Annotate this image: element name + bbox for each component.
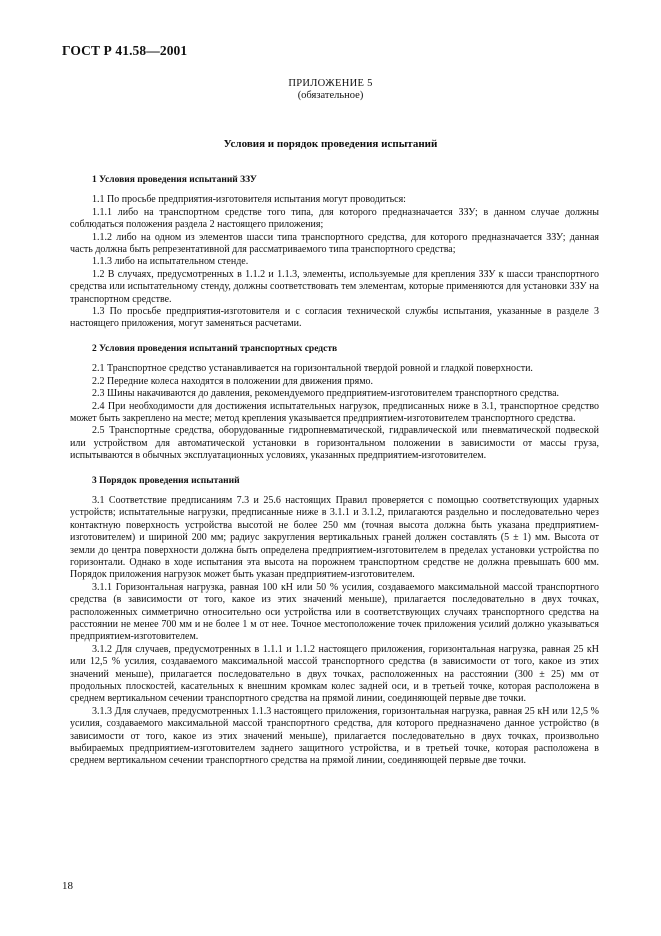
section-vehicle-test-conditions — [70, 343, 599, 463]
section-test-conditions-rud — [70, 174, 599, 331]
section-heading: 3 Порядок проведения испытаний — [92, 475, 240, 486]
paragraph: 1.1.2 либо на одном из элементов шасси типа транспортного средства, для которого предназначается ЗЗУ; данная часть должна быть репрезентативной для рассматриваемого типа транспортного средства; — [70, 231, 599, 256]
page-number: 18 — [62, 880, 73, 892]
appendix-title: ПРИЛОЖЕНИЕ 5 — [288, 78, 373, 89]
section-test-procedure — [70, 475, 599, 768]
document-body — [70, 174, 599, 768]
paragraph: 3.1.1 Горизонтальная нагрузка, равная 100 кН или 50 % усилия, создаваемого максимальной массой транспортного средства (в зависимости от того, какое из этих значений меньше), прилагается последовательно в двух точках, расположенных симметрично относительно оси устройства или в соответствующих случаях транспортного средства на расстоянии не менее 700 мм и не более 1 м от нее. Точное местоположение точек приложения усилий должно указываться предприятием-изготовителем. — [70, 581, 599, 643]
paragraph: 3.1.2 Для случаев, предусмотренных в 1.1.1 и 1.1.2 настоящего приложения, горизонтальная нагрузка, равная 25 кН или 12,5 % усилия, создаваемого максимальной массой транспортного средства (в зависимости от того, какое из этих значений меньше), прилагается последовательно в двух точках, расположенных на расстоянии (300 ± 25) мм от продольных плоскостей, касательных к внешним кромкам колес задней оси, и в третьей точке, которая расположена в среднем вертикальном сечении транспортного средства на прямой линии, соединяющей первые две точки. — [70, 643, 599, 705]
paragraph: 1.1 По просьбе предприятия-изготовителя испытания могут проводиться: — [92, 194, 406, 206]
appendix-heading — [0, 78, 661, 102]
paragraph: 3.1.3 Для случаев, предусмотренных 1.1.3 настоящего приложения, горизонтальная нагрузка, равная 25 кН или 12,5 % усилия, создаваемого максимальной массой транспортного средства, для которого предназначено данное устройство (в зависимости от того, какое из этих значений меньше), прилагается последовательно в двух точках, произвольно выбираемых предприятием-изготовителем заднего защитного устройства, и в третьей точке, которая расположена в среднем вертикальном сечении транспортного средства на прямой линии, соединяющей первые две точки. — [70, 705, 599, 767]
paragraph: 2.4 При необходимости для достижения испытательных нагрузок, предписанных ниже в 3.1, транспортное средство может быть закреплено на месте; метод крепления указывается предприятием-изготовителем транспортного средства. — [70, 400, 599, 424]
section-heading: 2 Условия проведения испытаний транспортных средств — [92, 343, 338, 354]
paragraph: 1.1.3 либо на испытательном стенде. — [92, 256, 249, 268]
paragraph: 2.5 Транспортные средства, оборудованные гидропневматической, гидравлической или пневматической подвеской или устройством для автоматической установки в горизонтальном положении в зависимости от массы груза, испытываются в обычных эксплуатационных условиях, указанных предприятием-изготовителем. — [70, 425, 599, 462]
paragraph: 1.2 В случаях, предусмотренных в 1.1.2 и 1.1.3, элементы, используемые для крепления ЗЗУ к шасси транспортного средства или испытательному стенду, должны соответствовать тем элементам, которые применяются для установки ЗЗУ на транспортном средстве. — [70, 268, 599, 305]
document-code: ГОСТ Р 41.58—2001 — [62, 43, 188, 58]
appendix-subtitle: (обязательное) — [297, 90, 364, 101]
paragraph: 1.3 По просьбе предприятия-изготовителя и с согласия технической службы испытания, указанные в разделе 3 настоящего приложения, могут заменяться расчетами. — [70, 306, 599, 330]
section-heading: 1 Условия проведения испытаний ЗЗУ — [92, 175, 257, 185]
page-title: Условия и порядок проведения испытаний — [223, 138, 438, 150]
paragraph: 2.3 Шины накачиваются до давления, рекомендуемого предприятием-изготовителем транспортного средства. — [92, 388, 560, 400]
paragraph: 3.1 Соответствие предписаниям 7.3 и 25.6 настоящих Правил проверяется с помощью соответствующих ударных устройств; испытательные нагрузки, предписанные ниже в 3.1.1 и 3.1.2, прилагаются раздельно и последовательно через контактную поверхность устройства высотой не более 250 мм (точная высота должна быть указана предприятием-изготовителем) и шириной 200 мм; радиус закругления вертикальных граней должен составлять (5 ± 1) мм. Высота от земли до центра поверхности должна быть определена предприятием-изготовителем в пределах установки устройства по горизонтали. Однако в ходе испытания эта высота на порожнем транспортном средстве не должна превышать 600 мм. Порядок приложения нагрузок может быть указан предприятием-изготовителем. — [70, 494, 599, 581]
paragraph: 2.1 Транспортное средство устанавливается на горизонтальной твердой ровной и гладкой поверхности. — [92, 363, 533, 375]
paragraph: 2.2 Передние колеса находятся в положении для движения прямо. — [92, 375, 374, 387]
paragraph: 1.1.1 либо на транспортном средстве того типа, для которого предназначается ЗЗУ; в данном случае должны соблюдаться положения раздела 2 настоящего приложения; — [70, 206, 599, 231]
